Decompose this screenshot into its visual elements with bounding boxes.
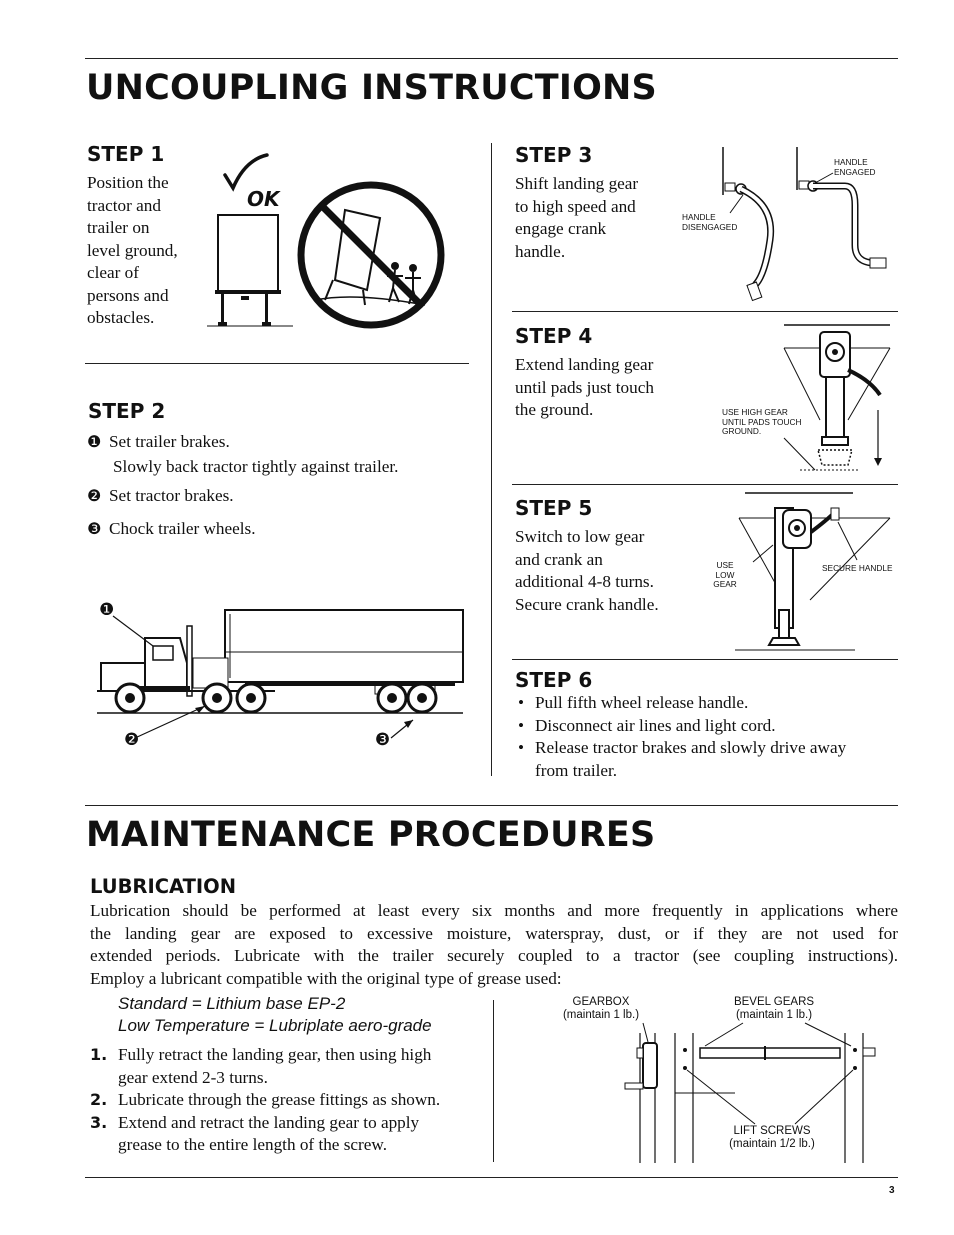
lubrication-step-3: 3. Extend and retract the landing gear to apply grease to the entire length of the screw. [90,1112,420,1154]
check-mark-icon [225,155,267,188]
cross-shaft-icon [700,1048,840,1058]
lubricant-standard: Standard = Lithium base EP-2 [118,994,346,1013]
lubricant-low-temp: Low Temperature = Lubriplate aero-grade [118,1016,432,1035]
column-divider [491,143,492,776]
maintenance-title: MAINTENANCE PROCEDURES [86,815,656,855]
step3-divider [512,311,898,312]
label-gearbox: GEARBOX (maintain 1 lb.) [562,996,640,1021]
step5-text: Switch to low gear and crank an additional 4-8 turns. Secure crank handle. [515,527,659,614]
step2-callout-1: ❶ [99,600,115,620]
step4-text: Extend landing gear until pads just touch the ground. [515,355,654,419]
step1-ok-trailer-illustration [205,150,300,335]
step2-list [87,431,467,540]
bottom-rule [85,1177,898,1178]
step2-truck-trailer-illustration [95,598,465,758]
maintenance-rule [85,805,898,806]
lubrication-step-1: 1. Fully retract the landing gear, then using high gear extend 2-3 turns. [90,1045,432,1087]
step6-title: STEP 6 [515,668,593,692]
lubrication-paragraph: Lubrication should be performed at least every six months and more frequently in applications where the landing gear are exposed to excessive moisture, waterspray, dust, or if they are not used for extended periods. Lubricate with the trailer securely coupled to a tractor (see coupling instructions). Employ a lubricant compatible with the original type of grease used: [90,901,898,988]
uncoupling-title: UNCOUPLING INSTRUCTIONS [86,68,657,108]
step1-divider [85,363,469,364]
step1-prohibited-illustration [295,180,447,330]
ok-mark: OK [247,187,280,211]
page-number: 3 [889,1185,895,1196]
step3-text: Shift landing gear to high speed and engage crank handle. [515,174,639,261]
step2-item-1-line2: Slowly back tractor tightly against trailer. [113,456,399,476]
gearbox-icon [643,1043,657,1088]
step3-label-disengaged: HANDLE DISENGAGED [682,212,738,232]
lubrication-title: LUBRICATION [90,875,237,898]
lubrication-divider [493,1000,494,1162]
step1-text: Position the tractor and trailer on level ground, clear of persons and obstacles. [87,173,178,327]
step4-divider [512,484,898,485]
lubrication-steps [90,1044,490,1157]
label-bevel-gears: BEVEL GEARS (maintain 1 lb.) [733,996,815,1021]
step5-label-low-gear: USE LOW GEAR [713,560,737,590]
step6-item-2: • Disconnect air lines and light cord. [515,715,905,738]
step2-item-1: ❶ Set trailer brakes. [87,432,230,451]
step2-callout-3: ❸ [375,730,391,750]
top-rule [85,58,898,59]
step2-item-3: ❸ Chock trailer wheels. [87,518,256,538]
step6-list [515,692,905,782]
step3-label-engaged: HANDLE ENGAGED [834,157,876,177]
step2-title: STEP 2 [88,399,166,423]
step5-label-secure-handle: SECURE HANDLE [822,563,893,573]
trailer-icon [225,610,463,694]
label-lift-screws: LIFT SCREWS (maintain 1/2 lb.) [729,1125,815,1150]
step5-title: STEP 5 [515,496,593,520]
step2-item-2: ❷ Set tractor brakes. [87,486,234,505]
step4-title: STEP 4 [515,324,593,348]
step5-divider [512,659,898,660]
step4-landing-gear-illustration [770,320,898,480]
step2-callout-2: ❷ [124,730,140,750]
step6-item-3: • Release tractor brakes and slowly drive away from trailer. [515,737,905,782]
step4-label: USE HIGH GEAR UNTIL PADS TOUCH GROUND. [722,407,802,437]
step3-title: STEP 3 [515,143,593,167]
lubrication-step-2: 2. Lubricate through the grease fittings as shown. [90,1090,441,1109]
step6-item-1: • Pull fifth wheel release handle. [515,692,905,715]
step1-title: STEP 1 [87,142,165,166]
